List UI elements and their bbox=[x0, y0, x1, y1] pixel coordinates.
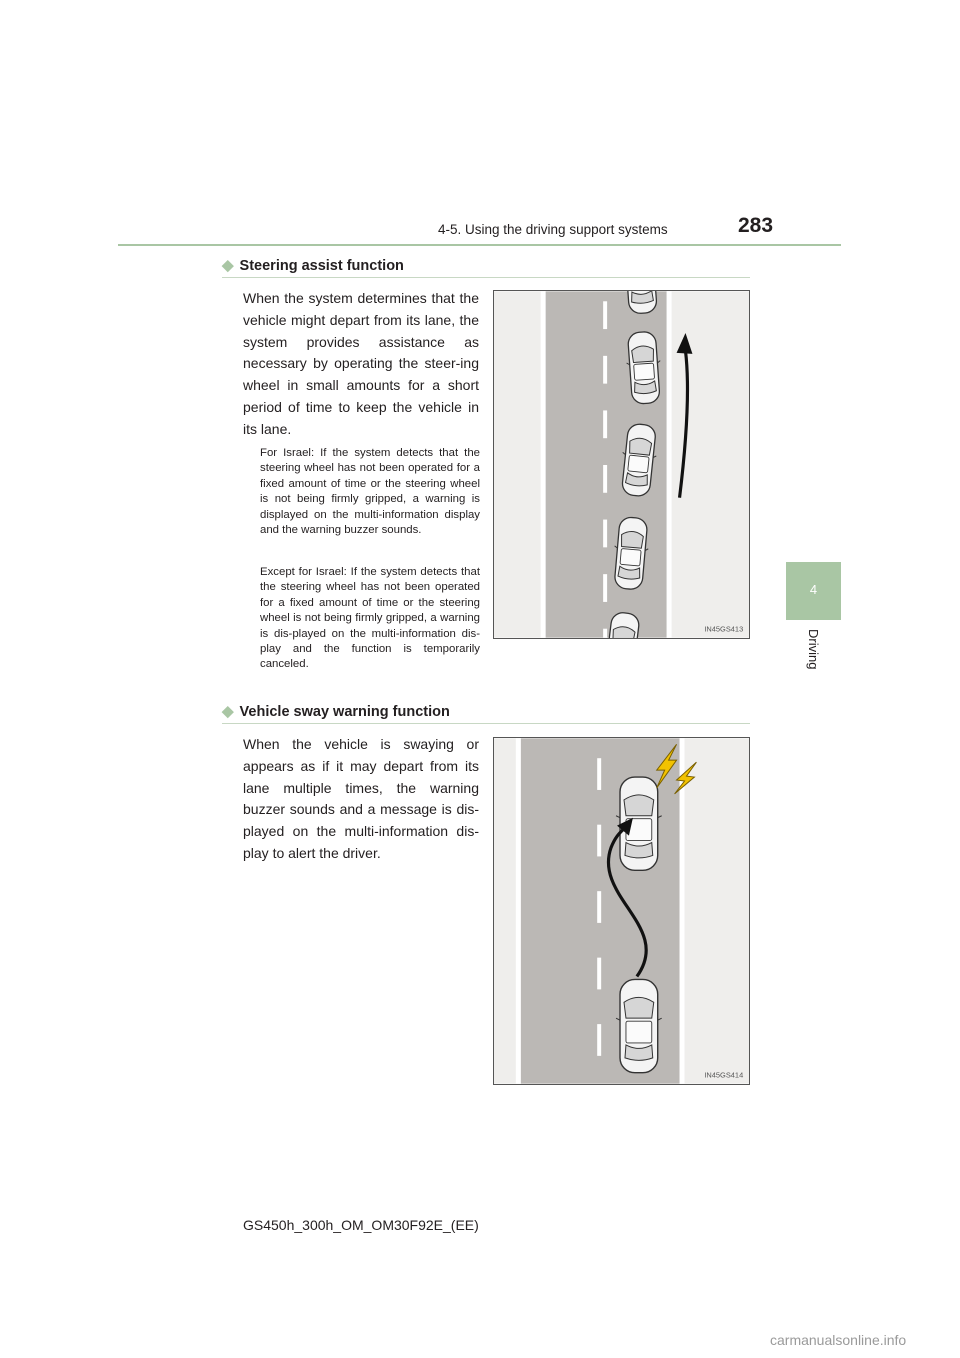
section-title: 4-5. Using the driving support systems bbox=[438, 222, 668, 237]
diamond-bullet-icon: ◆ bbox=[222, 257, 234, 274]
page-number: 283 bbox=[738, 214, 774, 237]
sway-warning-description: When the vehicle is swaying or appears as if it may depart from its lane multiple times, the warning buzzer sounds and a message is dis-played on the multi-information dis-play to alert the driver. bbox=[243, 736, 479, 861]
chapter-label bbox=[786, 625, 841, 685]
figure-code: IN45GS413 bbox=[704, 624, 744, 634]
road-edge-line-left bbox=[541, 291, 546, 637]
diamond-bullet-icon: ◆ bbox=[222, 703, 234, 720]
road-edge-line-right bbox=[667, 291, 672, 637]
manual-code: GS450h_300h_OM_OM30F92E_(EE) bbox=[243, 1217, 479, 1233]
section-rule bbox=[222, 723, 750, 724]
figure-code: IN45GS414 bbox=[704, 1070, 744, 1080]
heading-text: Vehicle sway warning function bbox=[239, 704, 450, 720]
vehicle-rear bbox=[616, 979, 662, 1072]
watermark: carmanualsonline.info bbox=[770, 1332, 907, 1348]
sway-warning-illustration bbox=[493, 737, 750, 1085]
chapter-tab bbox=[786, 562, 841, 620]
note-israel: For Israel: If the system detects that the steering wheel has not been operated for a fixed amount of time or the steering wheel is not being firmly gripped, a warning is displayed on the multi-information display and the warning buzzer sounds. bbox=[260, 447, 480, 537]
chapter-label-text: Driving bbox=[806, 629, 821, 670]
heading-text: Steering assist function bbox=[239, 258, 404, 274]
note-except-israel: Except for Israel: If the system detects that the steering wheel has not been operated for a fixed amount of time or the steering wheel is not being firmly gripped, a warning is dis-played on the multi-information dis-play and the function is temporarily canceled. bbox=[260, 566, 480, 671]
road-edge-line-left bbox=[516, 738, 521, 1083]
section-heading-sway-warning bbox=[222, 702, 450, 720]
road-edge-line-right bbox=[680, 738, 685, 1083]
chapter-number: 4 bbox=[809, 582, 818, 597]
section-rule bbox=[222, 277, 750, 278]
section-heading-steering-assist bbox=[222, 256, 404, 274]
header-divider bbox=[118, 244, 841, 246]
steering-assist-description: When the system determines that the vehicle might depart from its lane, the system provides assistance as necessary by operating the steer-ing wheel in small amounts for a short period of time to keep the vehicle in its lane. bbox=[243, 290, 479, 437]
steering-assist-illustration bbox=[493, 290, 750, 639]
